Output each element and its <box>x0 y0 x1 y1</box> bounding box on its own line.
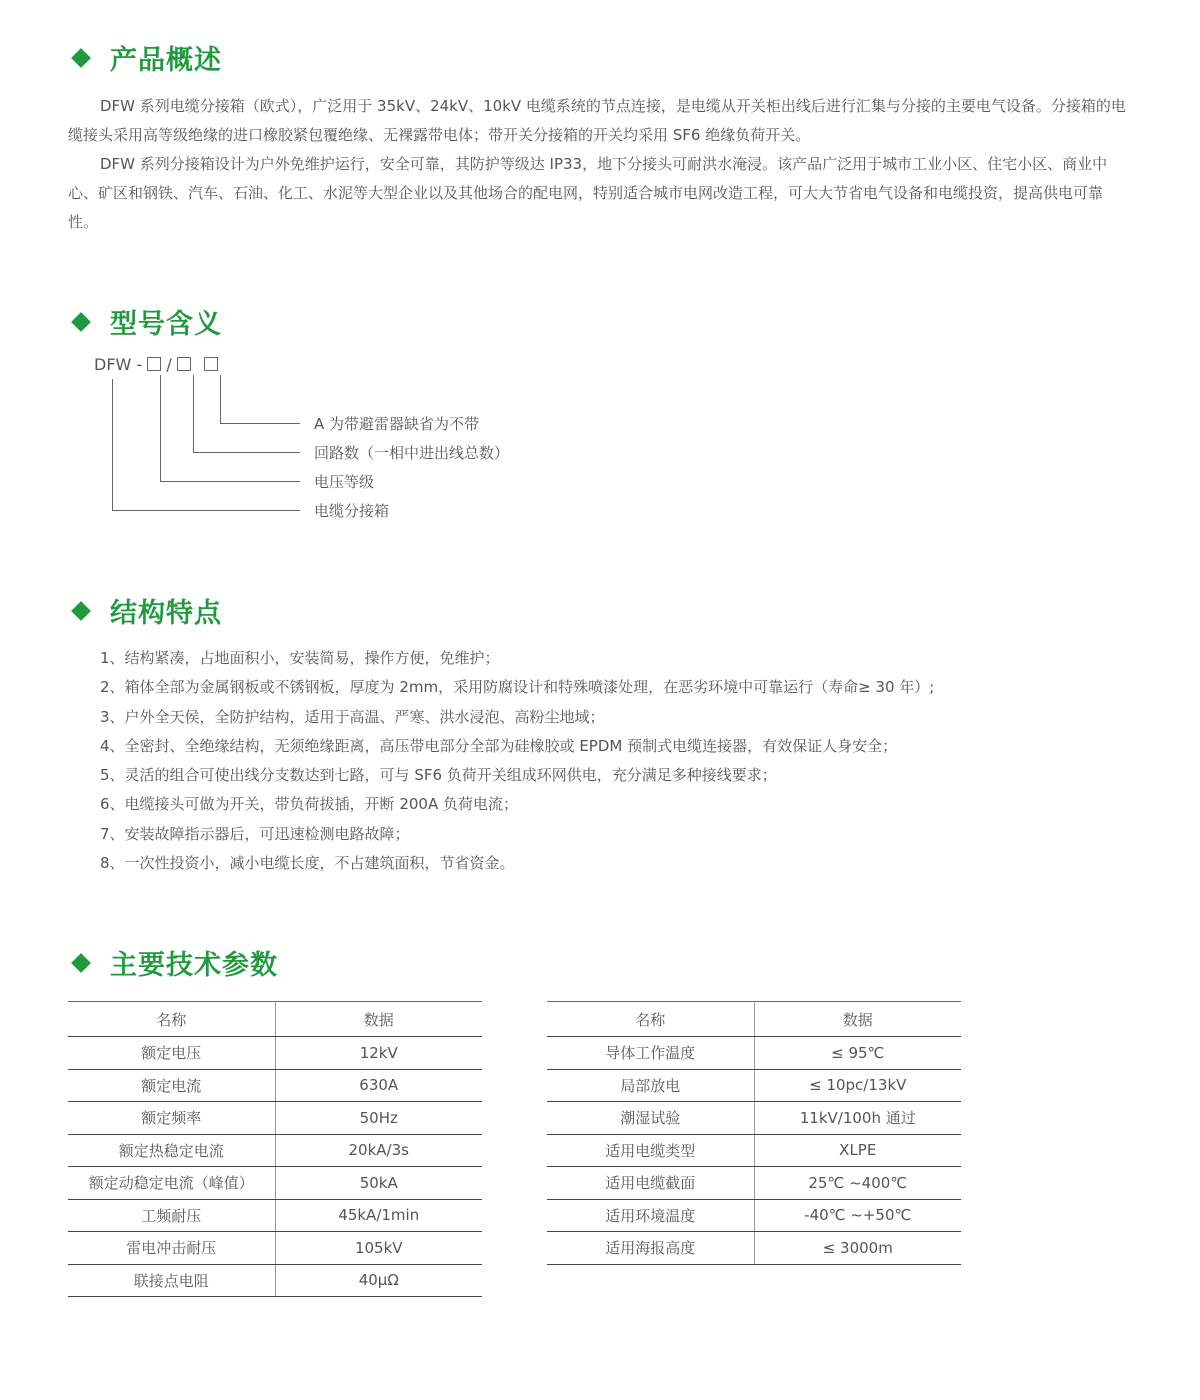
features-list <box>100 644 934 878</box>
param-value: 105kV <box>275 1232 482 1265</box>
leader-line <box>112 510 300 511</box>
leader-line <box>160 375 161 482</box>
list-item: 3、户外全天侯，全防护结构，适用于高温、严寒、洪水浸泡、高粉尘地域； <box>100 707 605 726</box>
param-value: ≤ 10pc/13kV <box>754 1069 961 1102</box>
overview-title: 产品概述 <box>110 45 222 76</box>
diamond-bullet-icon <box>71 953 91 973</box>
model-separator-slash: / <box>166 355 172 374</box>
model-label-arrester: A 为带避雷器缺省为不带 <box>314 415 480 433</box>
table-row <box>68 1069 482 1102</box>
arrester-box-icon <box>204 357 218 371</box>
list-item: 2、箱体全部为金属钢板或不锈钢板，厚度为 2mm，采用防腐设计和特殊喷漆处理，在恶劣环境中可靠运行（寿命≥ 30 年）; <box>100 678 935 697</box>
model-heading <box>70 302 222 341</box>
param-name: 额定电流 <box>68 1069 275 1102</box>
list-item: 5、灵活的组合可使出线分支数达到七路，可与 SF6 负荷开关组成环网供电，充分满足多种接线要求； <box>100 766 777 785</box>
table-row <box>68 1167 482 1200</box>
leader-line <box>112 379 113 511</box>
param-name: 适用环境温度 <box>547 1199 754 1232</box>
diamond-bullet-icon <box>71 601 91 621</box>
param-name: 额定电压 <box>68 1037 275 1070</box>
list-item: 6、电缆接头可做为开关，带负荷拔插，开断 200A 负荷电流； <box>100 795 518 814</box>
leader-line <box>220 375 221 423</box>
model-code <box>94 355 218 374</box>
list-item: 8、一次性投资小，减小电缆长度，不占建筑面积，节省资金。 <box>100 854 515 873</box>
column-header-name: 名称 <box>68 1002 275 1037</box>
leader-line <box>193 452 300 453</box>
table-row <box>68 1232 482 1265</box>
overview-heading <box>70 38 222 77</box>
model-diagram <box>94 355 614 535</box>
param-name: 适用海报高度 <box>547 1232 754 1265</box>
table-row <box>68 1134 482 1167</box>
param-name: 适用电缆截面 <box>547 1167 754 1200</box>
list-item: 4、全密封、全绝缘结构，无须绝缘距离，高压带电部分全部为硅橡胶或 EPDM 预制式电缆连接器，有效保证人身安全； <box>100 736 898 755</box>
list-item: 1、结构紧凑，占地面积小，安装简易，操作方便，免维护； <box>100 649 500 667</box>
param-value: ≤ 95℃ <box>754 1037 961 1070</box>
model-label-voltage: 电压等级 <box>314 473 375 491</box>
table-row <box>547 1069 961 1102</box>
param-name: 额定频率 <box>68 1102 275 1135</box>
param-value: XLPE <box>754 1134 961 1167</box>
specs-heading <box>70 943 278 982</box>
param-name: 工频耐压 <box>68 1199 275 1232</box>
param-value: 20kA/3s <box>275 1134 482 1167</box>
model-label-circuits: 回路数（一相中进出线总数） <box>314 444 510 462</box>
table-row <box>68 1264 482 1297</box>
param-name: 额定动稳定电流（峰值） <box>68 1167 275 1200</box>
overview-paragraph-2: DFW 系列分接箱设计为户外免维护运行，安全可靠，其防护等级达 IP33，地下分接头可耐洪水淹浸。该产品广泛用于城市工业小区、住宅小区、商业中心、矿区和钢铁、汽车、石油、化工、水泥等大型企业以及其他场合的配电网，特别适合城市电网改造工程，可大大节省电气设备和电缆投资，提高供电可靠性。 <box>68 155 1108 231</box>
column-header-value: 数据 <box>754 1002 961 1037</box>
diamond-bullet-icon <box>71 312 91 332</box>
table-row <box>547 1134 961 1167</box>
param-name: 雷电冲击耐压 <box>68 1232 275 1265</box>
table-header-row <box>68 1002 482 1037</box>
param-value: ≤ 3000m <box>754 1232 961 1265</box>
param-value: 12kV <box>275 1037 482 1070</box>
leader-line <box>220 423 300 424</box>
param-value: 25℃ ~400℃ <box>754 1167 961 1200</box>
table-row <box>547 1167 961 1200</box>
column-header-value: 数据 <box>275 1002 482 1037</box>
param-name: 潮湿试验 <box>547 1102 754 1135</box>
table-row <box>547 1037 961 1070</box>
param-value: 50kA <box>275 1167 482 1200</box>
table-row <box>547 1199 961 1232</box>
leader-line <box>193 375 194 453</box>
param-value: 40μΩ <box>275 1264 482 1297</box>
param-name: 导体工作温度 <box>547 1037 754 1070</box>
list-item: 7、安装故障指示器后，可迅速检测电路故障； <box>100 824 410 843</box>
model-prefix: DFW <box>94 355 132 374</box>
param-name: 适用电缆类型 <box>547 1134 754 1167</box>
model-label-box: 电缆分接箱 <box>314 502 390 520</box>
table-row <box>68 1102 482 1135</box>
table-row <box>68 1037 482 1070</box>
table-row <box>547 1232 961 1265</box>
param-value: -40℃ ~+50℃ <box>754 1199 961 1232</box>
table-row <box>547 1102 961 1135</box>
voltage-box-icon <box>147 357 161 371</box>
param-value: 50Hz <box>275 1102 482 1135</box>
column-header-name: 名称 <box>547 1002 754 1037</box>
features-heading <box>70 591 222 630</box>
specs-table-right <box>547 1001 961 1265</box>
overview-paragraph-1: DFW 系列电缆分接箱（欧式），广泛用于 35kV、24kV、10kV 电缆系统的节点连接，是电缆从开关柜出线后进行汇集与分接的主要电气设备。分接箱的电缆接头采用高等级绝缘的进口橡胶紧包覆绝缘、无裸露带电体；带开关分接箱的开关均采用 SF6 绝缘负荷开关。 <box>68 97 1126 144</box>
specs-table-left <box>68 1001 482 1297</box>
model-separator-dash: - <box>136 355 143 374</box>
circuits-box-icon <box>177 357 191 371</box>
param-value: 45kA/1min <box>275 1199 482 1232</box>
model-title: 型号含义 <box>110 309 222 340</box>
param-value: 11kV/100h 通过 <box>754 1102 961 1135</box>
specs-title: 主要技术参数 <box>110 950 278 981</box>
features-title: 结构特点 <box>110 598 222 629</box>
diamond-bullet-icon <box>71 48 91 68</box>
param-name: 局部放电 <box>547 1069 754 1102</box>
param-name: 额定热稳定电流 <box>68 1134 275 1167</box>
param-value: 630A <box>275 1069 482 1102</box>
param-name: 联接点电阻 <box>68 1264 275 1297</box>
leader-line <box>160 481 300 482</box>
table-header-row <box>547 1002 961 1037</box>
table-row <box>68 1199 482 1232</box>
